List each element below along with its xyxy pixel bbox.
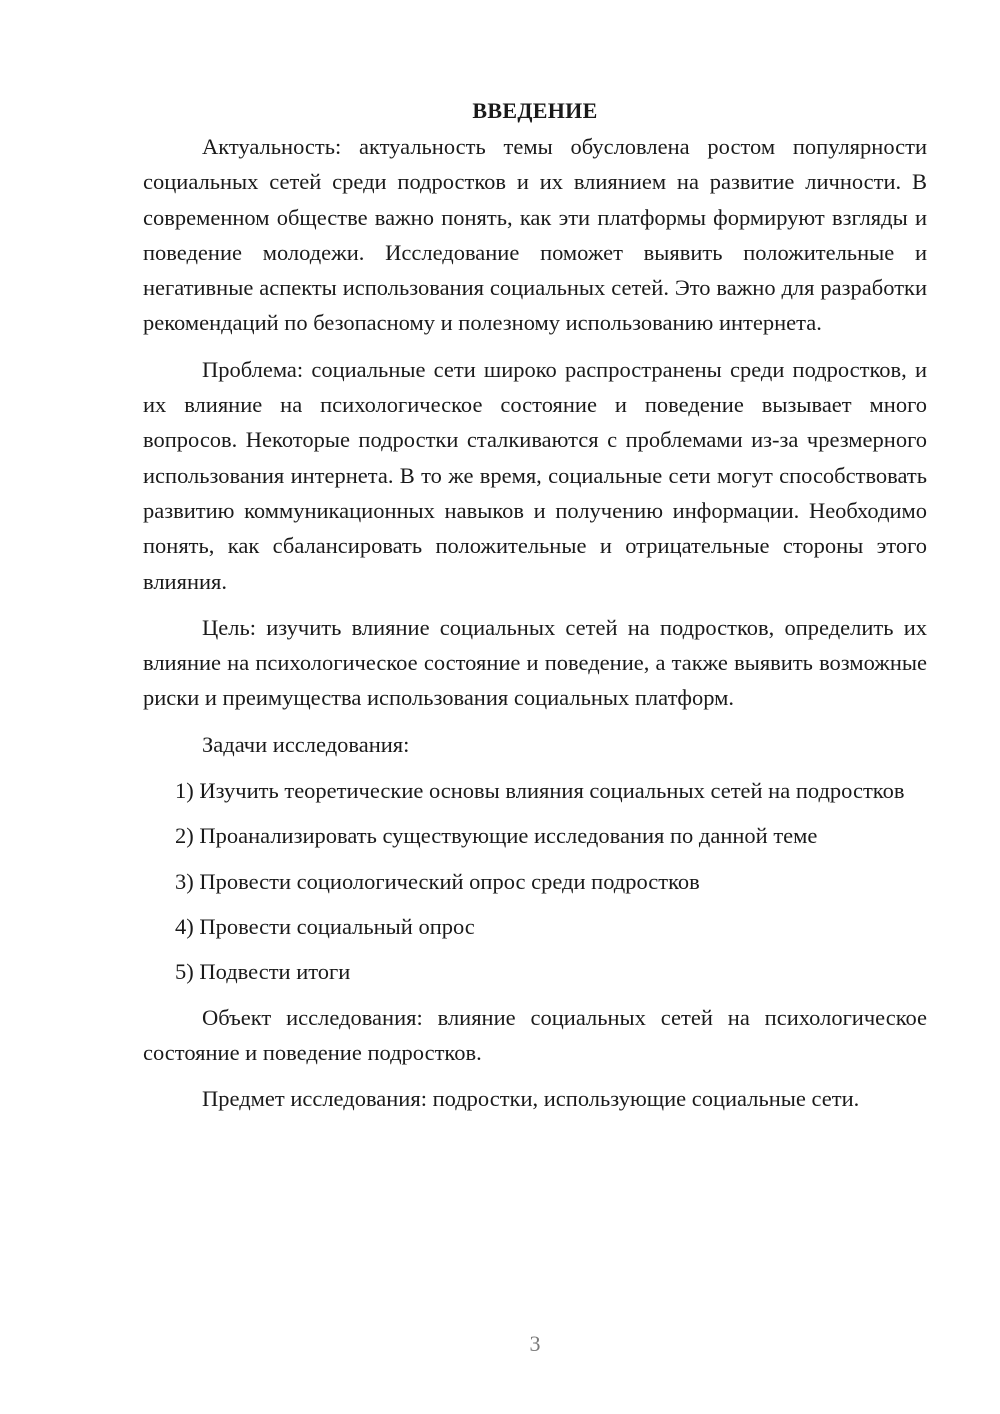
subject-paragraph: Предмет исследования: подростки, использующие социальные сети. xyxy=(202,1086,860,1112)
list-item: 1) Изучить теоретические основы влияния социальных сетей на подростков xyxy=(175,778,905,804)
tasks-heading: Задачи исследования: xyxy=(202,731,410,757)
goal-paragraph: Цель: изучить влияние социальных сетей на подростков, определить их влияние на психологическое состояние и поведение, а также выявить возможные риски и преимущества использования социальных платформ. xyxy=(143,614,927,711)
page-content xyxy=(143,93,927,1116)
list-item: 2) Проанализировать существующие исследования по данной теме xyxy=(175,823,818,849)
list-item: 5) Подвести итоги xyxy=(175,959,351,985)
page-number: 3 xyxy=(529,1331,541,1356)
page-title: ВВЕДЕНИЕ xyxy=(472,98,598,123)
list-item: 3) Провести социологический опрос среди подростков xyxy=(175,868,700,894)
problem-paragraph: Проблема: социальные сети широко распространены среди подростков, и их влияние на психологическое состояние и поведение вызывает много вопросов. Некоторые подростки сталкиваются с проблемами из-за чрезмерного использования интернета. В то же время, социальные сети могут способствовать развитию коммуникационных навыков и получению информации. Необходимо понять, как сбалансировать положительные и отрицательные стороны этого влияния. xyxy=(143,356,927,594)
list-item: 4) Провести социальный опрос xyxy=(175,913,475,939)
relevance-paragraph: Актуальность: актуальность темы обусловлена ростом популярности социальных сетей среди подростков и их влиянием на развитие личности. В современном обществе важно понять, как эти платформы формируют взгляды и поведение молодежи. Исследование поможет выявить положительные и негативные аспекты использования социальных сетей. Это важно для разработки рекомендаций по безопасному и полезному использованию интернета. xyxy=(143,134,927,336)
tasks-list xyxy=(143,773,927,989)
object-paragraph: Объект исследования: влияние социальных сетей на психологическое состояние и поведение подростков. xyxy=(143,1004,927,1065)
